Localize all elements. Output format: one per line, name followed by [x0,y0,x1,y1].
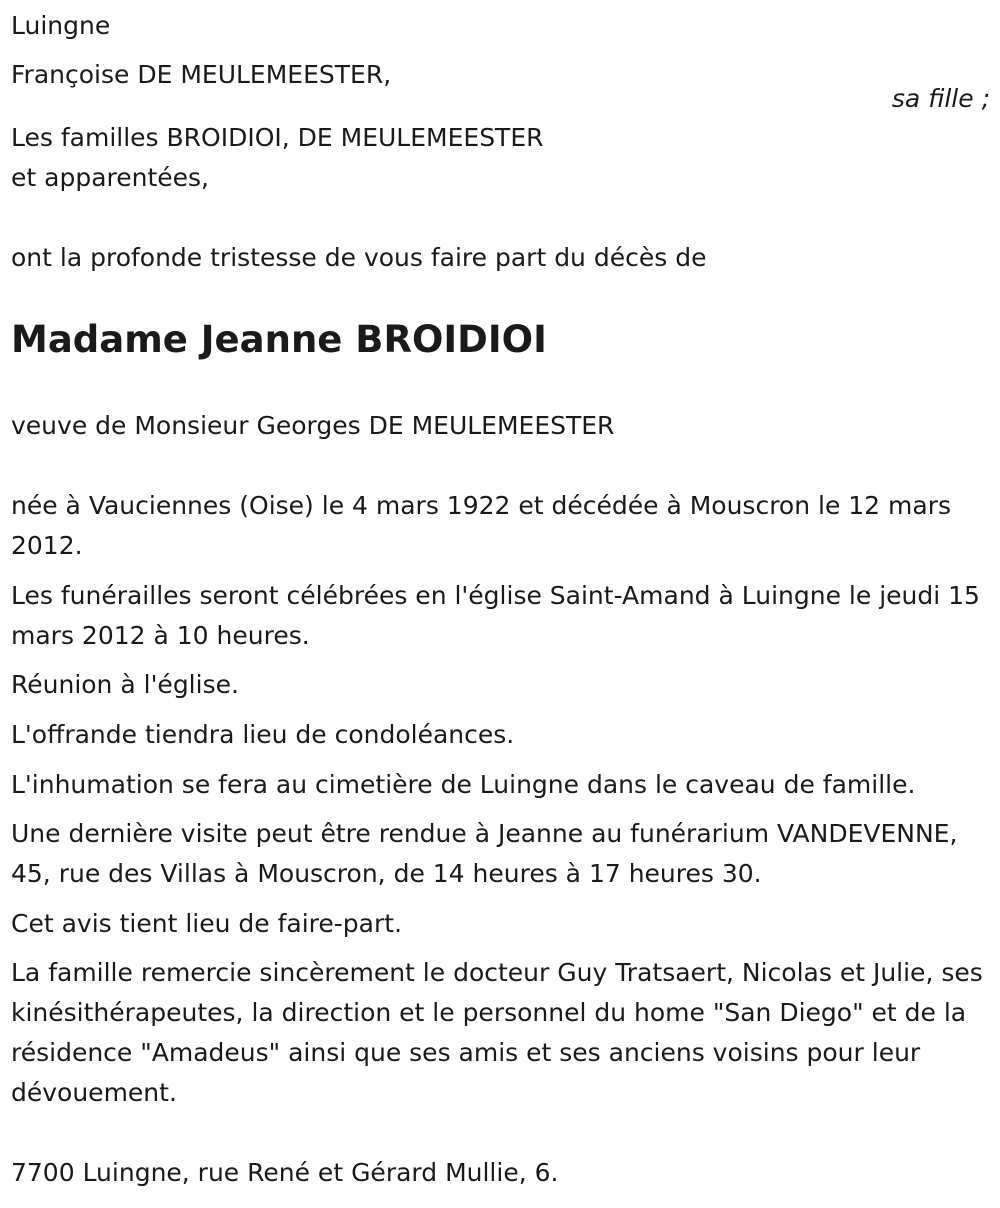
address: 7700 Luingne, rue René et Gérard Mullie, 6. [11,1158,559,1187]
families-line-2: et apparentées, [11,163,209,192]
place-name: Luingne [11,11,111,40]
burial-paragraph: L'inhumation se fera au cimetière de Luingne dans le caveau de famille. [11,770,916,799]
families-line-1: Les familles BROIDIOI, DE MEULEMEESTER [11,123,544,152]
announcement-intro: ont la profonde tristesse de vous faire part du décès de [11,243,707,272]
daughter-name: Françoise DE MEULEMEESTER, [11,60,392,89]
funeral-paragraph: Les funérailles seront célébrées en l'église Saint-Amand à Luingne le jeudi 15 mars 2012 à 10 heures. [11,581,980,650]
thanks-paragraph: La famille remercie sincèrement le docteur Guy Tratsaert, Nicolas et Julie, ses kinésithérapeutes, la direction et le personnel du home "San Diego" et de la résidence "Amadeus" ainsi que ses amis et ses anciens voisins pour leur dévouement. [11,958,983,1107]
meeting-paragraph: Réunion à l'église. [11,670,239,699]
visit-paragraph: Une dernière visite peut être rendue à Jeanne au funérarium VANDEVENNE, 45, rue des Villas à Mouscron, de 14 heures à 17 heures 30. [11,819,958,888]
birth-death-paragraph: née à Vauciennes (Oise) le 4 mars 1922 et décédée à Mouscron le 12 mars 2012. [11,491,952,560]
widow-of: veuve de Monsieur Georges DE MEULEMEESTER [11,411,615,440]
offering-paragraph: L'offrande tiendra lieu de condoléances. [11,720,515,749]
daughter-role: sa fille ; [891,84,990,113]
deceased-name: Madame Jeanne BROIDIOI [11,318,547,361]
notice-paragraph: Cet avis tient lieu de faire-part. [11,909,403,938]
